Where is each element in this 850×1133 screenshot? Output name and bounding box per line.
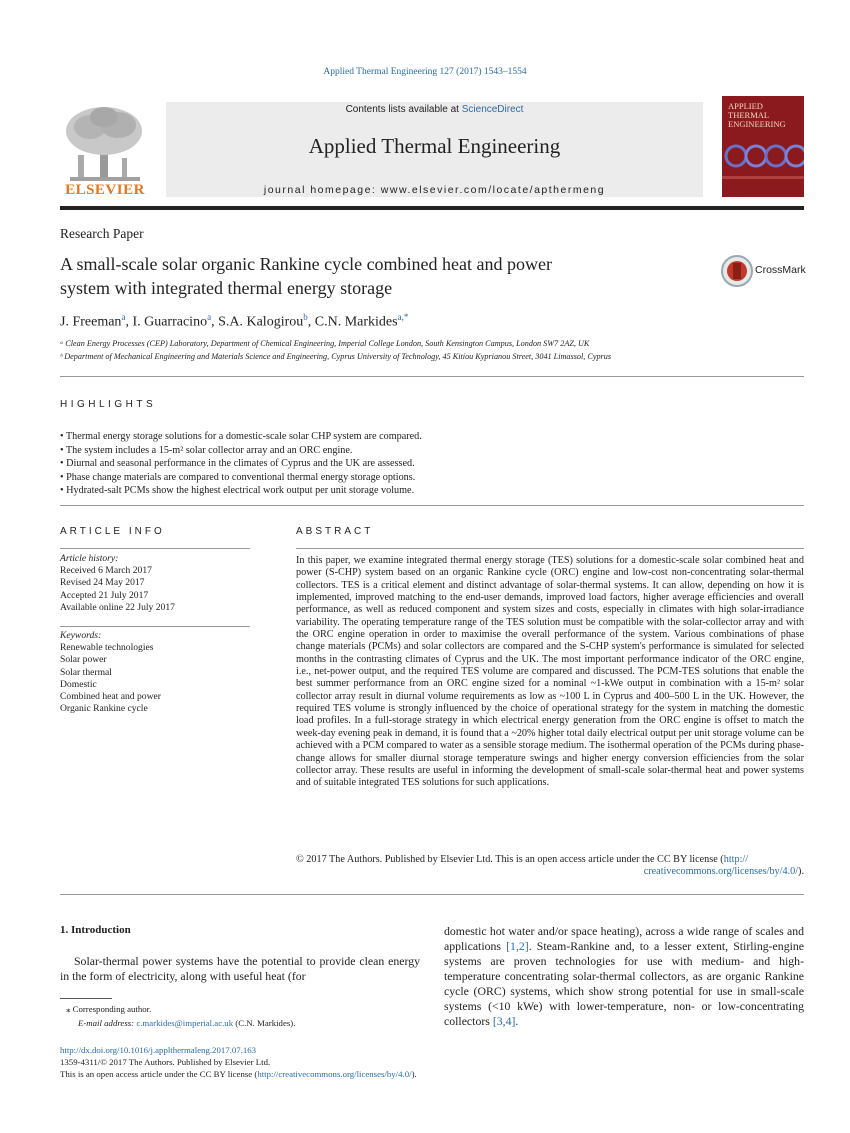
intro-text: . Steam-Rankine and, to a lesser extent, Stirling-engine systems are proven technologies for use with medium- and high-temperature concentrating solar-thermal collectors, as are organic Rankine cycle (ORC) systems, which show strong potential for use in small-scale systems (<10 kWe) with lower-temperature, non- or low-concentrating collectors: [444, 939, 805, 1028]
license-end: ).: [798, 866, 804, 878]
author-name[interactable]: C.N. Markides: [314, 314, 398, 330]
author-affil[interactable]: a: [207, 312, 212, 322]
license-line: [60, 1069, 417, 1079]
author-affil[interactable]: a,*: [397, 312, 409, 322]
email-name: (C.N. Markides).: [233, 1018, 296, 1028]
affiliation: ᵇ Department of Mechanical Engineering and Materials Science and Engineering, Cyprus University of Technology, 45 Kitiou Kyprianou Street, 3041 Limassol, Cyprus: [60, 352, 612, 361]
history-item: Revised 24 May 2017: [60, 577, 145, 589]
keyword: Solar power: [60, 654, 107, 666]
divider: [60, 894, 804, 895]
license-prefix: This is an open access article under the CC BY license (: [60, 1069, 258, 1079]
sciencedirect-link[interactable]: ScienceDirect: [461, 104, 524, 115]
history-item: Received 6 March 2017: [60, 565, 152, 577]
title-line: A small-scale solar organic Rankine cycle combined heat and power: [60, 254, 552, 274]
email-link[interactable]: c.markides@imperial.ac.uk: [136, 1018, 234, 1028]
section-heading: 1. Introduction: [60, 924, 131, 936]
highlight-item: • Thermal energy storage solutions for a domestic-scale solar CHP system are compared.: [60, 431, 422, 442]
cover-pattern-icon: [722, 136, 804, 186]
homepage-url[interactable]: www.elsevier.com/locate/apthermeng: [380, 184, 606, 196]
title-line: system with integrated thermal energy storage: [60, 278, 393, 298]
license-url[interactable]: http://creativecommons.org/licenses/by/4.0/: [257, 1069, 412, 1079]
highlights-heading: HIGHLIGHTS: [60, 399, 157, 410]
corresponding-author: ⁎ Corresponding author.: [66, 1004, 152, 1014]
keyword: Organic Rankine cycle: [60, 703, 148, 715]
author-name[interactable]: S.A. Kalogirou: [218, 314, 304, 330]
email-label: E-mail address:: [78, 1018, 137, 1028]
intro-left-para: Solar-thermal power systems have the potential to provide clean energy in the form of electricity, along with useful heat (for: [60, 954, 420, 983]
footnote-rule: [60, 998, 112, 999]
cover-title: [728, 102, 800, 129]
journal-title: Applied Thermal Engineering: [308, 134, 561, 158]
article-title: [60, 252, 700, 300]
divider: [60, 376, 804, 377]
cover-title-line: ENGINEERING: [728, 119, 786, 129]
highlight-item: • Hydrated-salt PCMs show the highest electrical work output per unit storage volume.: [60, 485, 415, 496]
divider: [60, 548, 250, 549]
history-label: Article history:: [60, 553, 119, 564]
cover-title-line: THERMAL: [728, 110, 770, 120]
affiliation: ᵃ Clean Energy Processes (CEP) Laboratory, Department of Chemical Engineering, Imperial College London, South Kensington Campus, London SW7 2AZ, UK: [60, 339, 590, 348]
license-suffix: ).: [411, 1069, 417, 1079]
copyright-text: © 2017 The Authors. Published by Elsevier Ltd. This is an open access article under the CC BY license (: [296, 854, 724, 865]
keyword: Domestic: [60, 678, 97, 690]
contents-prefix: Contents lists available at: [345, 104, 462, 115]
license-link[interactable]: http://: [723, 854, 749, 865]
abstract-text: In this paper, we examine integrated thermal energy storage (TES) solutions for a domestic-scale solar combined heat and power (S-CHP) system based on an organic Rankine cycle (ORC) engine and low-cost non-concentrating solar-thermal collectors. TES is a critical element and distinct advantage of solar-thermal systems. It can allow, depending on how it is implemented, improved matching to the end-user demands, improved load factors, higher average efficiencies and overall performance, as well as reduced component and system sizes and costs, especially in climates with high solar-irradiance variability. The operating temperature range of the TES solution must be compatible with the solar-collector array and with the ORC engine operation in order to maximise the overall performance of the system. Various combinations of phase change materials (PCMs) and solar collectors are compared and the S-CHP system's performance is simulated for selected months in the contrasting climates of Cyprus and the UK. The most important performance indicator of the ORC engine, i.e., net-power output, and the required TES volume are compared and discussed. The PCM-TES solutions that enable the best summer performance from an ORC engine sized for a nominal ~1-kWe output in combination with a 15-m² solar collector array result in diurnal volume requirements as low as ~100 L in Cyprus and 400–500 L in the UK. However, the required TES volume is strongly influenced by the choice of operational strategy for the system in matching the domestic load profiles. In a full-storage strategy in which electrical energy generation from the ORC engine is offset to match the week-day evening peak in demand, it is found that a ~20% higher total daily electrical output per unit storage volume can be achieved with a PCM compared to water as a sensible storage medium. The isothermal operation of the PCMs during phase-change allows for smaller diurnal storage temperature swings and higher energy conversion efficiencies from the solar collector array. These results are useful in informing the development of small-scale solar-thermal heat and power systems and of suitable integrated TES solutions for such applications.: [296, 555, 804, 789]
keyword: Combined heat and power: [60, 691, 161, 702]
divider: [60, 626, 250, 627]
doi-link[interactable]: http://dx.doi.org/10.1016/j.applthermaleng.2017.07.163: [60, 1045, 257, 1055]
keywords-label: Keywords:: [60, 630, 102, 641]
citation-link[interactable]: [1,2]: [506, 939, 529, 953]
divider: [296, 548, 804, 549]
crossmark-label[interactable]: CrossMark: [755, 264, 806, 276]
intro-text: domestic hot water and/or space heating), across a wide range of scales and applications: [444, 924, 804, 953]
highlight-item: • Diurnal and seasonal performance in the climates of Cyprus and the UK are assessed.: [60, 458, 415, 469]
journal-cover: [722, 96, 804, 197]
author-name[interactable]: I. Guarracino: [132, 314, 208, 330]
article-type: Research Paper: [60, 226, 144, 241]
license-link[interactable]: creativecommons.org/licenses/by/4.0/: [643, 866, 799, 878]
journal-homepage: [166, 184, 703, 196]
author-name[interactable]: J. Freeman: [60, 314, 122, 330]
citation-link[interactable]: [3,4]: [492, 1014, 516, 1028]
abstract-heading: ABSTRACT: [296, 526, 374, 537]
divider: [60, 505, 804, 506]
homepage-prefix: journal homepage:: [263, 184, 381, 196]
contents-line: [166, 104, 703, 115]
issn-line: 1359-4311/© 2017 The Authors. Published by Elsevier Ltd.: [60, 1057, 271, 1067]
keyword: Renewable technologies: [60, 642, 154, 654]
keyword: Solar thermal: [60, 666, 112, 678]
intro-text: .: [515, 1014, 519, 1028]
abstract-copyright-cont: [296, 866, 804, 878]
highlight-item: • The system includes a 15-m² solar collector array and an ORC engine.: [60, 444, 353, 456]
header-rule: [60, 206, 804, 210]
intro-right-para: [444, 924, 804, 1029]
author-list: J. Freeman$^a$, I. Guarracino$^a$, S.A. Kalogirou$^b$, C.N. Markides$^{a,*}$: [60, 312, 409, 330]
email-line: [78, 1018, 295, 1028]
article-info-heading: ARTICLE INFO: [60, 526, 165, 537]
publisher-name: ELSEVIER: [65, 182, 145, 198]
author-affil[interactable]: a: [121, 312, 126, 322]
highlight-item: • Phase change materials are compared to conventional thermal energy storage options.: [60, 471, 416, 483]
history-item: Available online 22 July 2017: [60, 601, 175, 613]
author-affil[interactable]: b: [303, 312, 308, 322]
history-item: Accepted 21 July 2017: [60, 589, 149, 601]
crossmark-icon[interactable]: [721, 255, 753, 287]
abstract-copyright: [296, 854, 804, 866]
cover-title-line: APPLIED: [728, 101, 763, 111]
journal-reference[interactable]: Applied Thermal Engineering 127 (2017) 1543–1554: [323, 67, 527, 77]
